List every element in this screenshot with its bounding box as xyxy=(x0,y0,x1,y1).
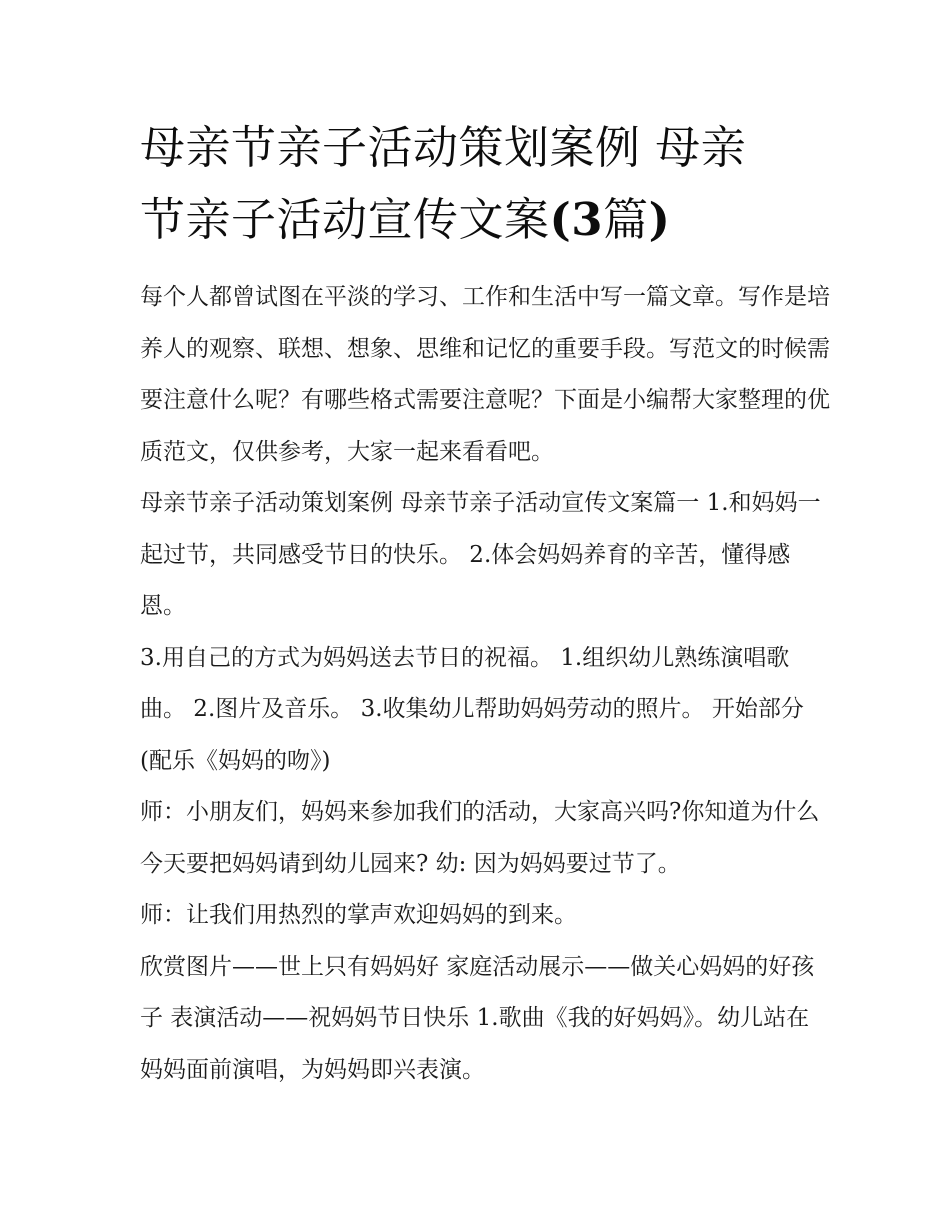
title-count-open: (3 xyxy=(549,193,604,246)
paragraph-activities: 欣赏图片——世上只有妈妈好 家庭活动展示——做关心妈妈的好孩子 表演活动——祝妈妈节日快乐 1.歌曲《我的好妈妈》。幼儿站在妈妈面前演唱，为妈妈即兴表演。 xyxy=(140,953,815,1083)
title-line-1: 母亲节亲子活动策划案例 母亲 xyxy=(140,121,747,174)
document-title xyxy=(140,112,830,256)
paragraph-preparation: 3.用自己的方式为妈妈送去节日的祝福。 1.组织幼儿熟练演唱歌曲。 2.图片及音乐。 3.收集幼儿帮助妈妈劳动的照片。 开始部分(配乐《妈妈的吻》) xyxy=(140,644,804,774)
title-line-2: 节亲子活动宣传文案 xyxy=(140,193,550,246)
paragraph-teacher-welcome: 师：让我们用热烈的掌声欢迎妈妈的到来。 xyxy=(140,902,577,928)
paragraph-intro: 每个人都曾试图在平淡的学习、工作和生活中写一篇文章。写作是培养人的观察、联想、想象、思维和记忆的重要手段。写范文的时候需要注意什么呢？有哪些格式需要注意呢？下面是小编帮大家整理的优质范文，仅供参考，大家一起来看看吧。 xyxy=(140,284,830,465)
title-count-close: ) xyxy=(648,193,671,246)
paragraph-teacher-question: 师：小朋友们，妈妈来参加我们的活动，大家高兴吗?你知道为什么今天要把妈妈请到幼儿园来? 幼: 因为妈妈要过节了。 xyxy=(140,799,820,877)
title-count-unit: 篇 xyxy=(603,193,649,246)
paragraph-goals: 母亲节亲子活动策划案例 母亲节亲子活动宣传文案篇一 1.和妈妈一起过节，共同感受节日的快乐。 2.体会妈妈养育的辛苦，懂得感恩。 xyxy=(140,490,821,619)
